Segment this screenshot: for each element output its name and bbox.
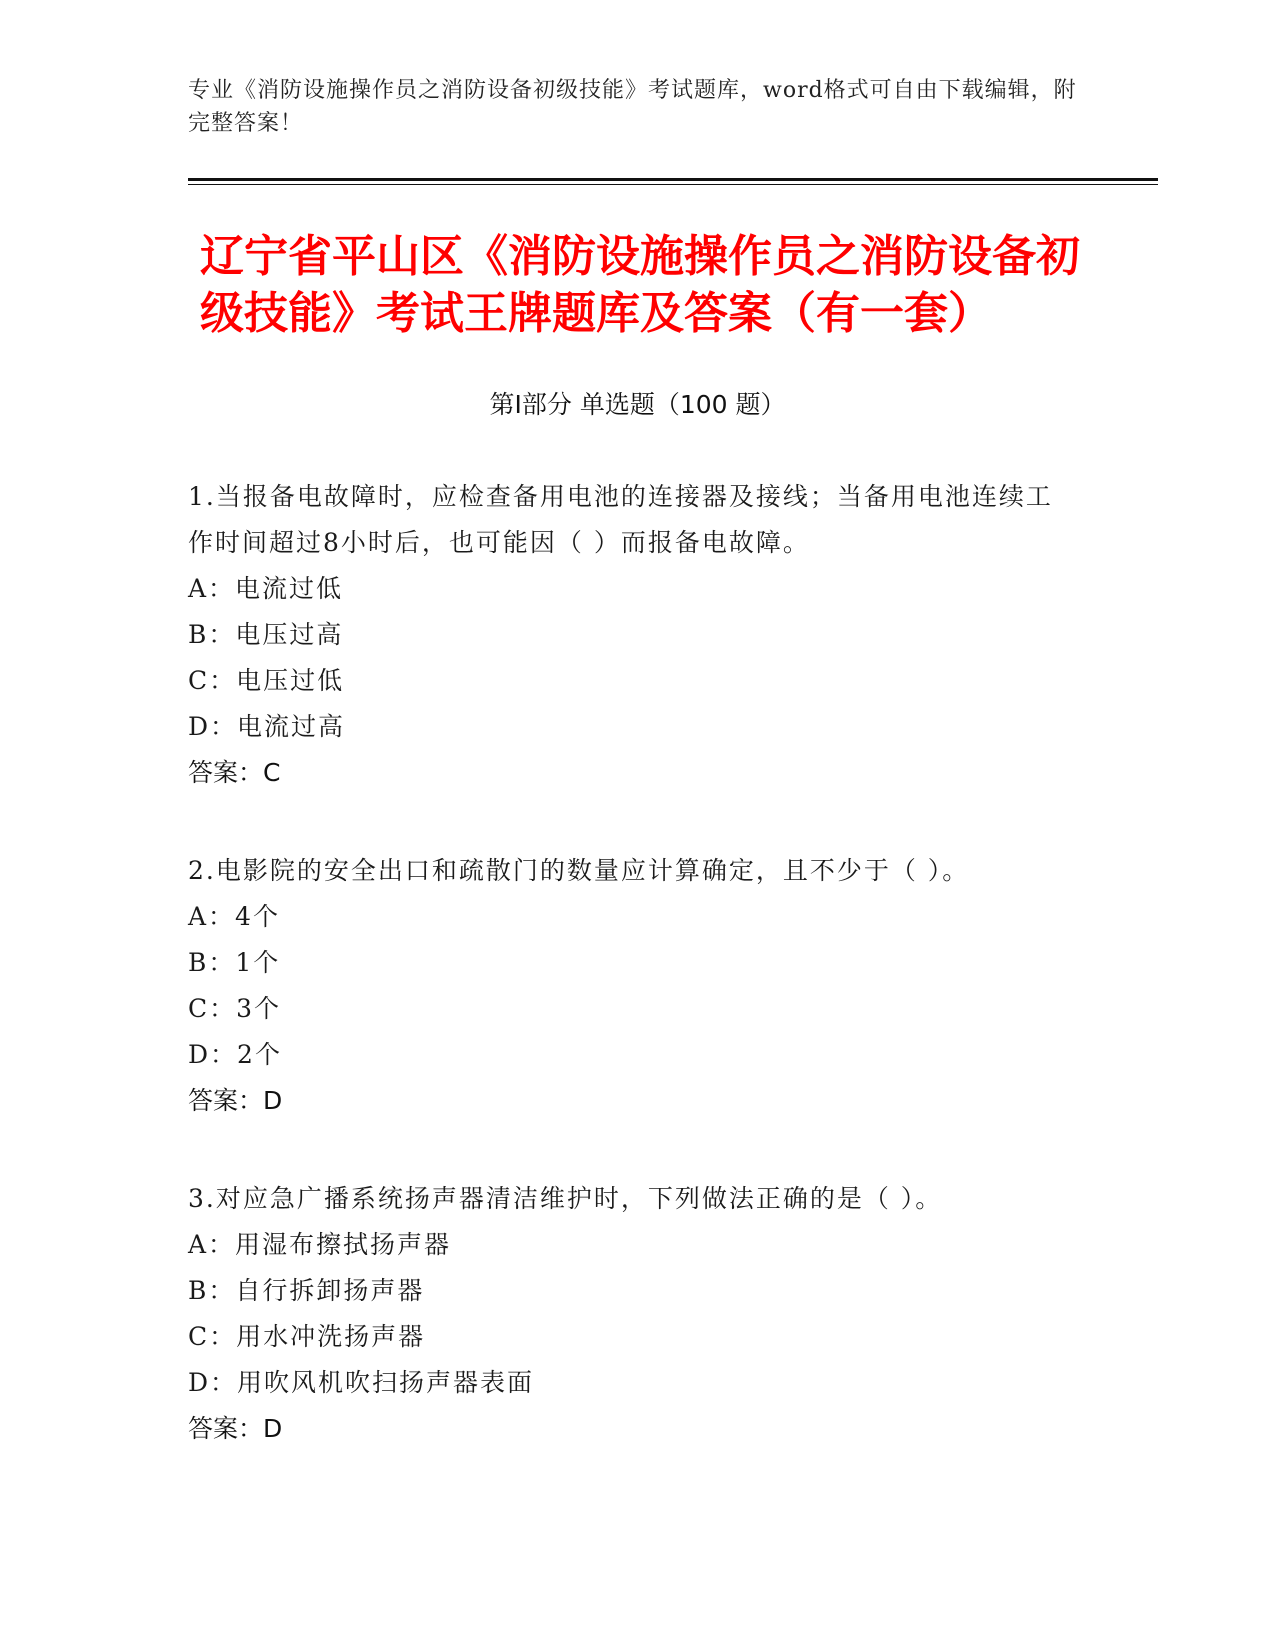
option-d: D：电流过高	[188, 712, 346, 741]
document-title: 辽宁省平山区《消防设施操作员之消防设备初级技能》考试王牌题库及答案（有一套）	[200, 231, 1080, 339]
header-divider-thick	[188, 178, 1158, 181]
question-3	[188, 1176, 1068, 1452]
question-stem: 1.当报备电故障时，应检查备用电池的连接器及接线；当备用电池连续工作时间超过8小时后，也可能因（ ）而报备电故障。	[188, 482, 1053, 557]
option-a: A：4个	[188, 902, 280, 931]
answer: 答案：D	[188, 1414, 283, 1443]
option-b: B：电压过高	[188, 620, 344, 649]
section-heading: 第Ⅰ部分 单选题（100 题）	[489, 390, 786, 419]
option-c: C：用水冲洗扬声器	[188, 1322, 426, 1351]
option-c: C：电压过低	[188, 666, 345, 695]
question-list	[188, 474, 1068, 1504]
option-a: A：电流过低	[188, 574, 344, 603]
answer: 答案：D	[188, 1086, 283, 1115]
question-stem: 2.电影院的安全出口和疏散门的数量应计算确定，且不少于（ ）。	[188, 856, 970, 885]
option-d: D：用吹风机吹扫扬声器表面	[188, 1368, 535, 1397]
question-2	[188, 848, 1068, 1124]
question-stem: 3.对应急广播系统扬声器清洁维护时，下列做法正确的是（ ）。	[188, 1184, 943, 1213]
option-d: D：2个	[188, 1040, 282, 1069]
answer: 答案：C	[188, 758, 281, 787]
header-divider-thin	[188, 184, 1158, 185]
option-b: B：自行拆卸扬声器	[188, 1276, 425, 1305]
option-b: B：1个	[188, 948, 281, 977]
header-note: 专业《消防设施操作员之消防设备初级技能》考试题库，word格式可自由下载编辑，附完整答案！	[188, 78, 1077, 136]
option-c: C：3个	[188, 994, 282, 1023]
question-1	[188, 474, 1068, 796]
option-a: A：用湿布擦拭扬声器	[188, 1230, 452, 1259]
